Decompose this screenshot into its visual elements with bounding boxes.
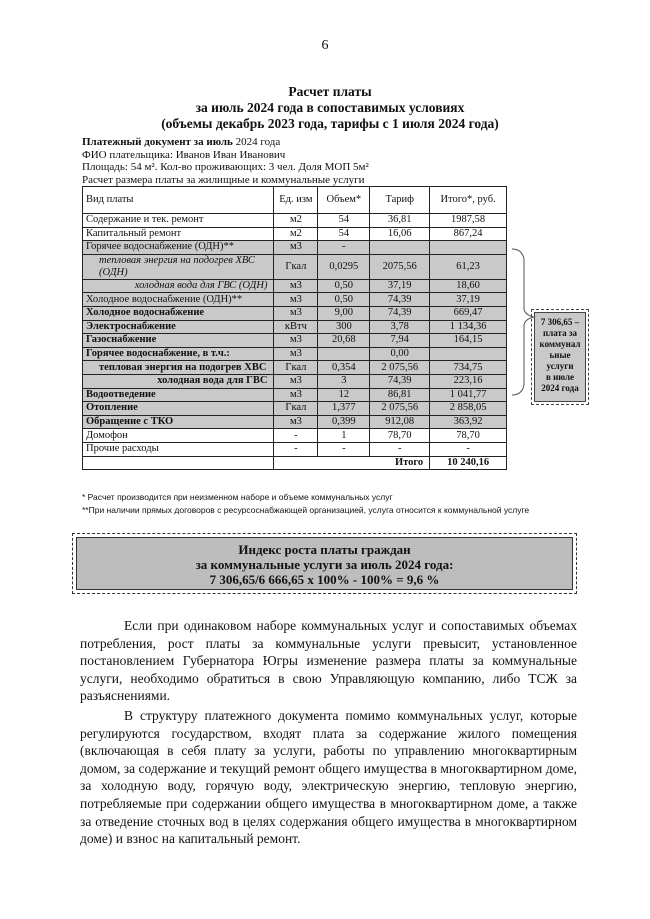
bracket-connector bbox=[512, 247, 534, 397]
doc-label: Платежный документ за июль bbox=[82, 136, 233, 148]
cell: м3 bbox=[274, 279, 318, 293]
cell: Холодное водоснабжение (ОДН)** bbox=[83, 293, 274, 307]
cell: 867,24 bbox=[430, 227, 507, 241]
table-row bbox=[83, 279, 507, 293]
total-value: 10 240,16 bbox=[430, 456, 507, 470]
index-line-3: 7 306,65/6 666,65 х 100% - 100% = 9,6 % bbox=[209, 572, 440, 587]
cell: 20,68 bbox=[318, 334, 370, 348]
cell: 2 075,56 bbox=[370, 361, 430, 375]
document-title bbox=[80, 84, 580, 132]
header-cell: Тариф bbox=[370, 187, 430, 214]
cell: м3 bbox=[274, 306, 318, 320]
callout-line: услуги bbox=[546, 361, 574, 371]
cell: кВтч bbox=[274, 320, 318, 334]
cell: 1 134,36 bbox=[430, 320, 507, 334]
cell: 37,19 bbox=[430, 293, 507, 307]
cell: 223,16 bbox=[430, 374, 507, 388]
cell: 86,81 bbox=[370, 388, 430, 402]
cell: - bbox=[370, 442, 430, 456]
table-header-row bbox=[83, 187, 507, 214]
cell: 1 bbox=[318, 429, 370, 443]
cell: 0,354 bbox=[318, 361, 370, 375]
cell: м3 bbox=[274, 415, 318, 429]
cell: 12 bbox=[318, 388, 370, 402]
cell: Холодное водоснабжение bbox=[83, 306, 274, 320]
cell: м3 bbox=[274, 347, 318, 361]
cell: 0,399 bbox=[318, 415, 370, 429]
cell: 2075,56 bbox=[370, 254, 430, 279]
cell: 7,94 bbox=[370, 334, 430, 348]
cell: 0,00 bbox=[370, 347, 430, 361]
cell: 9,00 bbox=[318, 306, 370, 320]
cell: тепловая энергия на подогрев ХВС (ОДН) bbox=[83, 254, 274, 279]
callout-line: коммунал bbox=[539, 339, 581, 349]
billing-table bbox=[82, 186, 507, 470]
cell: 78,70 bbox=[430, 429, 507, 443]
cell bbox=[430, 347, 507, 361]
table-row bbox=[83, 306, 507, 320]
index-line-1: Индекс роста платы граждан bbox=[238, 542, 411, 557]
cell: м2 bbox=[274, 227, 318, 241]
cell: - bbox=[274, 442, 318, 456]
cell bbox=[83, 456, 274, 470]
table-row bbox=[83, 402, 507, 416]
title-line-3: (объемы декабрь 2023 года, тарифы с 1 июля 2024 года) bbox=[161, 116, 499, 131]
cell: м3 bbox=[274, 374, 318, 388]
cell: Капитальный ремонт bbox=[83, 227, 274, 241]
title-line-1: Расчет платы bbox=[288, 84, 372, 99]
cell: холодная вода для ГВС bbox=[83, 374, 274, 388]
calc-caption: Расчет размера платы за жилищные и коммунальные услуги bbox=[82, 173, 365, 186]
growth-index-box bbox=[76, 537, 573, 590]
cell: 37,19 bbox=[370, 279, 430, 293]
cell: м2 bbox=[274, 214, 318, 228]
cell: 3,78 bbox=[370, 320, 430, 334]
cell: 1 041,77 bbox=[430, 388, 507, 402]
index-line-2: за коммунальные услуги за июль 2024 года: bbox=[195, 557, 454, 572]
callout-line: 2024 года bbox=[541, 383, 579, 393]
cell: м3 bbox=[274, 293, 318, 307]
table-row bbox=[83, 214, 507, 228]
cell: 1987,58 bbox=[430, 214, 507, 228]
cell: Гкал bbox=[274, 402, 318, 416]
cell: 74,39 bbox=[370, 306, 430, 320]
footnote-1: * Расчет производится при неизменном наборе и объеме коммунальных услуг bbox=[82, 492, 393, 502]
table-row bbox=[83, 415, 507, 429]
callout-line: 7 306,65 – bbox=[540, 317, 580, 327]
cell: 300 bbox=[318, 320, 370, 334]
table-row bbox=[83, 254, 507, 279]
page-number: 6 bbox=[321, 38, 329, 53]
cell: Горячее водоснабжение, в т.ч.: bbox=[83, 347, 274, 361]
table-row bbox=[83, 388, 507, 402]
footnote-2: **При наличии прямых договоров с ресурсоснабжающей организацией, услуга относится к коммунальной услуге bbox=[82, 504, 530, 515]
doc-year: 2024 года bbox=[232, 136, 281, 148]
cell: - bbox=[430, 442, 507, 456]
cell: 54 bbox=[318, 227, 370, 241]
cell: 363,92 bbox=[430, 415, 507, 429]
cell: Электроснабжение bbox=[83, 320, 274, 334]
cell: м3 bbox=[274, 334, 318, 348]
table-row bbox=[83, 293, 507, 307]
table-row bbox=[83, 374, 507, 388]
cell: 2 075,56 bbox=[370, 402, 430, 416]
callout-line: ьные bbox=[549, 350, 571, 360]
cell: Гкал bbox=[274, 361, 318, 375]
cell: Прочие расходы bbox=[83, 442, 274, 456]
cell: Обращение с ТКО bbox=[83, 415, 274, 429]
cell: м3 bbox=[274, 241, 318, 255]
cell: 74,39 bbox=[370, 293, 430, 307]
title-line-2: за июль 2024 года в сопоставимых условиях bbox=[195, 100, 465, 115]
cell: Отопление bbox=[83, 402, 274, 416]
cell: 0,50 bbox=[318, 279, 370, 293]
footnotes bbox=[82, 491, 529, 516]
paragraph-2: В структуру платежного документа помимо коммунальных услуг, которые регулируются государством, входят плата за содержание жилого помещения (включающая в себя плату за услуги, работы по управлению многоквартирным домом, за содержание и текущий ремонт общего имущества в многоквартирном доме, за холодную воду, горячую воду, электрическую энергию, тепловую энергию, потребляемые при содержании общего имущества в многоквартирном доме, а также за отведение сточных вод в целях содержания общего имущества в многоквартирном доме) и взнос на капитальный ремонт. bbox=[80, 708, 577, 847]
cell bbox=[370, 241, 430, 255]
cell: холодная вода для ГВС (ОДН) bbox=[83, 279, 274, 293]
header-cell: Ед. изм bbox=[274, 187, 318, 214]
cell: Водоотведение bbox=[83, 388, 274, 402]
cell: Газоснабжение bbox=[83, 334, 274, 348]
cell: Гкал bbox=[274, 254, 318, 279]
cell bbox=[430, 241, 507, 255]
total-label: Итого bbox=[274, 456, 430, 470]
payer-name: ФИО плательщика: Иванов Иван Иванович bbox=[82, 148, 286, 161]
table-row bbox=[83, 241, 507, 255]
cell: Горячее водоснабжение (ОДН)** bbox=[83, 241, 274, 255]
cell: 16,06 bbox=[370, 227, 430, 241]
callout-line: плата за bbox=[543, 328, 577, 338]
cell: - bbox=[318, 241, 370, 255]
table-row bbox=[83, 442, 507, 456]
cell: 74,39 bbox=[370, 374, 430, 388]
paragraph-1: Если при одинаковом наборе коммунальных услуг и сопоставимых объемах потребления, рост платы за коммунальные услуги превысит, установленное постановлением Губернатора Югры изменение размера платы за коммунальные услуги, необходимо обратиться в свою Управляющую компанию, либо ТСЖ за разъяснениями. bbox=[80, 618, 577, 704]
payment-document-header bbox=[82, 136, 369, 186]
total-row bbox=[83, 456, 507, 470]
table-row bbox=[83, 227, 507, 241]
cell: 164,15 bbox=[430, 334, 507, 348]
cell bbox=[318, 347, 370, 361]
cell: Домофон bbox=[83, 429, 274, 443]
cell: тепловая энергия на подогрев ХВС bbox=[83, 361, 274, 375]
cell: Содержание и тек. ремонт bbox=[83, 214, 274, 228]
cell: 18,60 bbox=[430, 279, 507, 293]
header-cell: Вид платы bbox=[83, 187, 274, 214]
cell: 36,81 bbox=[370, 214, 430, 228]
cell: 78,70 bbox=[370, 429, 430, 443]
cell: 54 bbox=[318, 214, 370, 228]
header-cell: Итого*, руб. bbox=[430, 187, 507, 214]
table-row bbox=[83, 347, 507, 361]
table-row bbox=[83, 320, 507, 334]
cell: 61,23 bbox=[430, 254, 507, 279]
cell: м3 bbox=[274, 388, 318, 402]
cell: 0,0295 bbox=[318, 254, 370, 279]
area-info: Площадь: 54 м². Кол-во проживающих: 3 чел. Доля МОП 5м² bbox=[82, 161, 369, 173]
cell: - bbox=[274, 429, 318, 443]
header-cell: Объем* bbox=[318, 187, 370, 214]
cell: 912,08 bbox=[370, 415, 430, 429]
cell: - bbox=[318, 442, 370, 456]
cell: 3 bbox=[318, 374, 370, 388]
cell: 1,377 bbox=[318, 402, 370, 416]
cell: 734,75 bbox=[430, 361, 507, 375]
utility-total-callout bbox=[534, 312, 586, 402]
cell: 669,47 bbox=[430, 306, 507, 320]
table-row bbox=[83, 429, 507, 443]
table-row bbox=[83, 361, 507, 375]
callout-line: в июле bbox=[546, 372, 574, 382]
cell: 0,50 bbox=[318, 293, 370, 307]
cell: 2 858,05 bbox=[430, 402, 507, 416]
table-row bbox=[83, 334, 507, 348]
